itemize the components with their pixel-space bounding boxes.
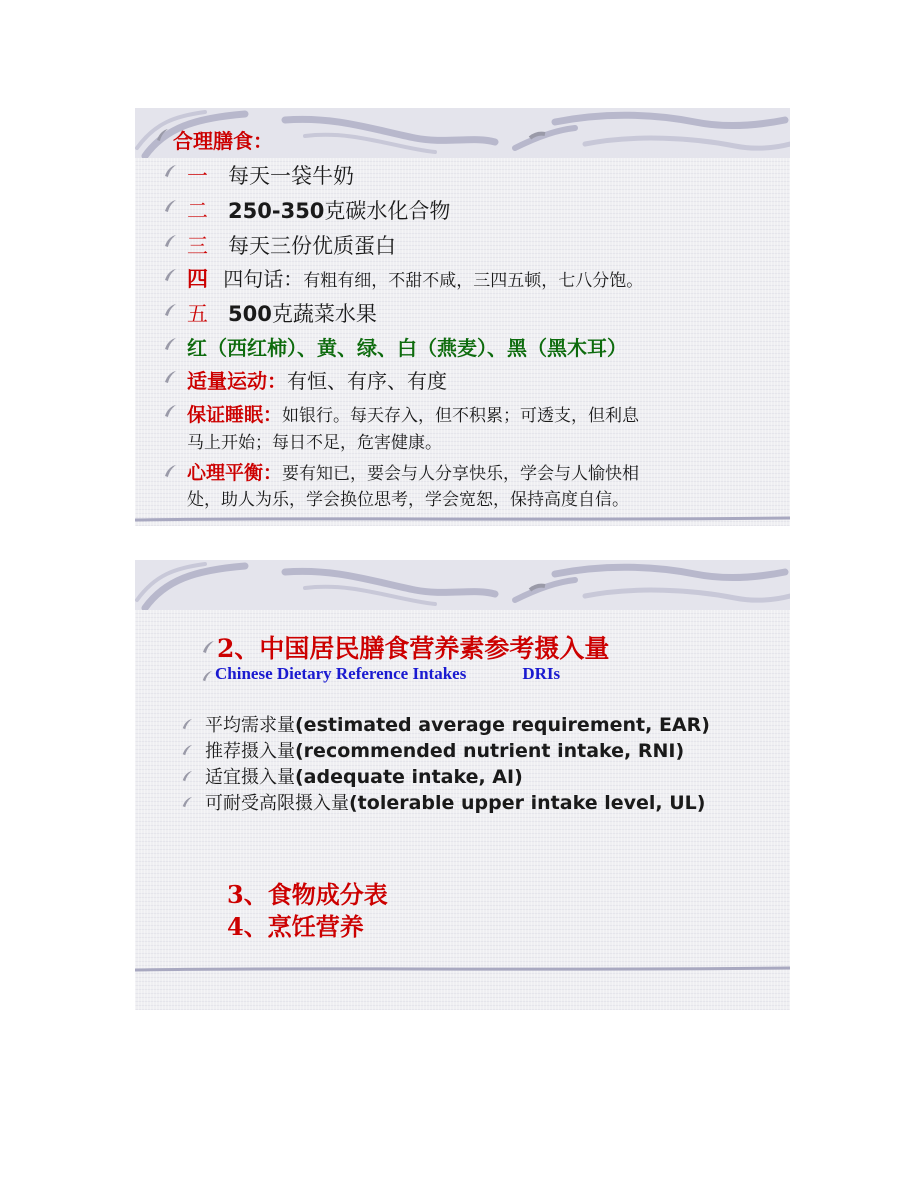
bullet-icon	[163, 404, 177, 418]
mental-balance-text: 要有知已，要会与人分享快乐，学会与人愉快相	[282, 464, 640, 484]
item-text: 有粗有细，不甜不咸，三四五顿，七八分饱。	[303, 271, 644, 291]
sleep-line	[187, 400, 639, 427]
item-cn: 推荐摄入量	[205, 741, 295, 762]
bullet-icon	[201, 640, 215, 654]
item-amount: 500	[228, 302, 272, 326]
item-en: (tolerable upper intake level, UL)	[349, 792, 706, 814]
item-number: 三	[187, 234, 208, 258]
list-item	[187, 160, 354, 190]
sleep-text-continued: 马上开始；每日不足，危害健康。	[187, 433, 442, 453]
bullet-icon	[163, 199, 177, 213]
food-colors-line: 红（西红柿）、黄、绿、白（燕麦）、黑（黑木耳）	[187, 336, 627, 360]
bullet-icon	[181, 718, 193, 730]
list-item	[187, 263, 643, 293]
bullet-icon	[163, 370, 177, 384]
bullet-icon	[181, 770, 193, 782]
item-number: 二	[187, 199, 208, 223]
slide-healthy-diet	[135, 108, 790, 526]
mental-balance-text-continued: 处，助人为乐，学会换位思考，学会宽恕，保持高度自信。	[187, 490, 629, 510]
item-en: (adequate intake, AI)	[295, 766, 523, 788]
item-cn: 适宜摄入量	[205, 767, 295, 788]
section-item-4: 4、烹饪营养	[227, 912, 364, 941]
bullet-icon	[181, 796, 193, 808]
section-heading: 2、中国居民膳食营养素参考摄入量	[217, 634, 610, 663]
list-item	[187, 298, 377, 328]
list-item	[205, 763, 523, 789]
item-text: 克蔬菜水果	[271, 302, 377, 326]
bottom-rule	[135, 966, 790, 972]
subheading-text: Chinese Dietary Reference Intakes	[215, 664, 467, 683]
mental-balance-line	[187, 458, 639, 485]
slide-dris	[135, 560, 790, 1010]
sleep-label: 保证睡眠：	[187, 404, 283, 426]
decorative-banner	[135, 560, 790, 610]
mental-balance-label: 心理平衡：	[187, 462, 283, 484]
exercise-label: 适量运动：	[187, 369, 287, 393]
sleep-text: 如银行。每天存入，但不积累；可透支，但利息	[282, 406, 640, 426]
list-item	[205, 711, 710, 737]
bullet-icon	[163, 164, 177, 178]
bottom-rule	[135, 516, 790, 522]
item-number: 一	[187, 164, 208, 188]
bullet-icon	[163, 303, 177, 317]
item-en: (recommended nutrient intake, RNI)	[295, 740, 685, 762]
exercise-line	[187, 365, 447, 394]
bullet-icon	[181, 744, 193, 756]
slide-title: 合理膳食：	[173, 129, 273, 153]
item-number: 四	[187, 266, 208, 291]
item-text: 克碳水化合物	[324, 199, 451, 223]
bullet-icon	[163, 268, 177, 282]
bullet-icon	[163, 337, 177, 351]
exercise-text: 有恒、有序、有度	[287, 369, 447, 393]
item-text: 每天三份优质蛋白	[228, 234, 397, 258]
bullet-icon	[163, 464, 177, 478]
subheading-abbr: DRIs	[522, 664, 561, 683]
bullet-icon	[163, 234, 177, 248]
bullet-icon	[201, 670, 213, 682]
item-head: 四句话：	[223, 267, 304, 291]
list-item	[187, 230, 396, 260]
list-item	[205, 737, 684, 763]
item-text: 每天一袋牛奶	[228, 164, 355, 188]
bullet-icon	[155, 128, 169, 142]
list-item	[187, 195, 450, 225]
section-subheading	[215, 664, 560, 684]
item-amount: 250-350	[228, 199, 325, 223]
item-number: 五	[187, 302, 208, 326]
section-item-3: 3、食物成分表	[227, 880, 388, 909]
item-en: (estimated average requirement, EAR)	[295, 714, 710, 736]
item-cn: 可耐受高限摄入量	[205, 793, 349, 814]
list-item	[205, 789, 705, 815]
item-cn: 平均需求量	[205, 715, 295, 736]
